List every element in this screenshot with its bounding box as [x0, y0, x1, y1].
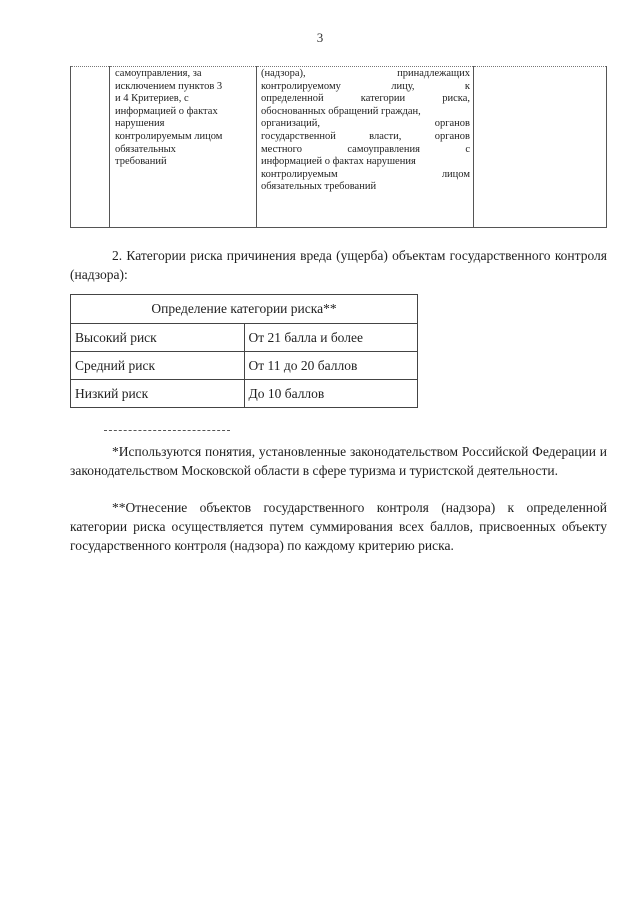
- description-line: информацией о фактах нарушения: [261, 156, 416, 168]
- table-row: [71, 324, 418, 352]
- risk-points-value: От 11 до 20 баллов: [244, 352, 418, 380]
- paragraph-2: 2. Категории риска причинения вреда (ущерба) объектам государственного контроля (надзора):: [70, 248, 607, 282]
- criteria-line: и 4 Критериев, с: [115, 93, 189, 105]
- footnote-1: *Используются понятия, установленные законодательством Российской Федерации и законодательством Московской области в сфере туризма и туристской деятельности.: [70, 444, 607, 478]
- description-line: (надзора), принадлежащих: [261, 68, 470, 79]
- description-line: контролируемым лицом: [261, 168, 470, 180]
- risk-table-header: Определение категории риска**: [71, 295, 418, 324]
- description-line: местного самоуправления с: [261, 143, 470, 155]
- table-row: [71, 67, 607, 228]
- criteria-line: самоуправления, за: [115, 68, 202, 79]
- footnote-divider: [104, 430, 230, 431]
- description-line: обоснованных обращений граждан,: [261, 105, 421, 117]
- risk-category-label: Средний риск: [71, 352, 245, 380]
- risk-category-table: [70, 294, 418, 408]
- criteria-line: контролируемым лицом: [115, 130, 223, 142]
- criteria-line: информацией о фактах: [115, 105, 218, 117]
- criteria-line: исключением пунктов 3: [115, 80, 223, 92]
- description-line: контролируемому лицу, к: [261, 80, 470, 92]
- footnote-2: **Отнесение объектов государственного контроля (надзора) к определенной категории риска осуществляется путем суммирования всех баллов, присвоенных объекту государственного контроля (надзора) по каждому критерию риска.: [70, 500, 607, 553]
- risk-category-label: Высокий риск: [71, 324, 245, 352]
- description-line: организаций, органов: [261, 118, 470, 130]
- risk-points-value: До 10 баллов: [244, 380, 418, 408]
- description-line: обязательных требований: [261, 181, 377, 193]
- risk-points-value: От 21 балла и более: [244, 324, 418, 352]
- number-cell: [71, 67, 110, 228]
- description-cell: [257, 67, 474, 228]
- criteria-cell: [110, 67, 257, 228]
- points-cell: [474, 67, 607, 228]
- risk-category-label: Низкий риск: [71, 380, 245, 408]
- table-row: [71, 352, 418, 380]
- page-number: 3: [316, 30, 324, 45]
- table-row: [71, 380, 418, 408]
- criteria-line: обязательных: [115, 143, 176, 155]
- table-header-row: [71, 295, 418, 324]
- description-line: определенной категории риска,: [261, 93, 470, 105]
- description-line: государственной власти, органов: [261, 130, 470, 142]
- criteria-table-continuation: [70, 66, 607, 228]
- criteria-line: нарушения: [115, 118, 165, 130]
- criteria-line: требований: [115, 156, 167, 168]
